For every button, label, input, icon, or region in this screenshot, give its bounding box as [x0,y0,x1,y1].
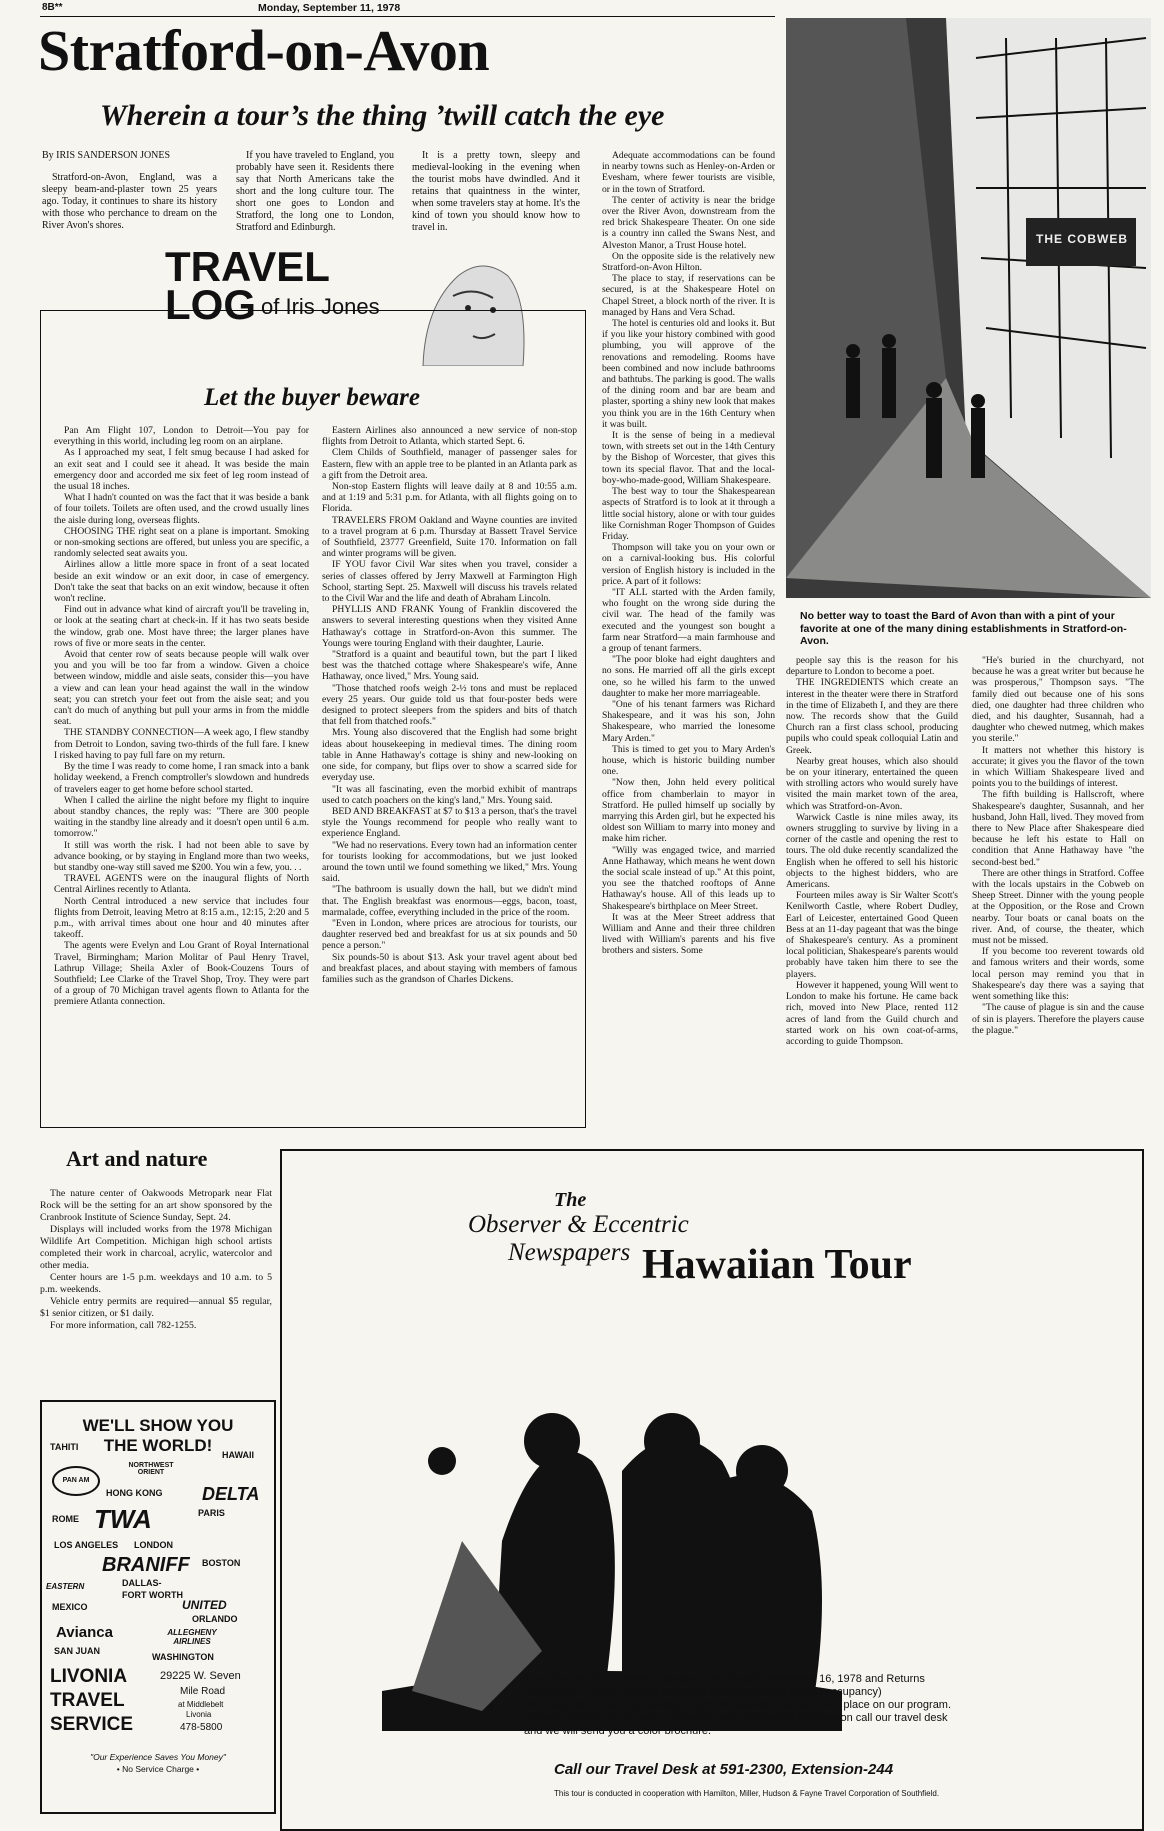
article-col-3 [602,150,775,1130]
article-paragraph: It is the sense of being in a medieval town, with streets set out in the 14th Century by the Bishop of Worcester, that gives this town its special flavor. That and the local-boy-who-made-good, William Shakespeare. [602,430,775,486]
article-paragraph: The hotel is centuries old and looks it. But if you like your history combined with good plumbing, you will approve of the renovations and remodeling. Rooms have been combined and now include bathrooms and bathtubs. The parking is good. The walls of the dining room and bar are beam and plaster, sporting a shiny new look that makes you think you are in the 16th Century when it was built. [602,318,775,430]
buyer-paragraph: TRAVELERS FROM Oakland and Wayne counties are invited to a travel program at 6 p.m. Thursday at Bassett Travel Service of Southfield, 23777 Greenfield, Suite 170. Information on fall and winter programs will be given. [322,514,577,560]
intro-col-1 [42,150,217,250]
city-london: LONDON [134,1540,173,1550]
intro-paragraph: If you have traveled to England, you probably have seen it. Residents there say that North Americans take the short and the long culture tour. The short one goes to London and Stratford, the long one to London, Stratford and Edinburgh. [236,150,394,233]
city-dallas: DALLAS- [122,1578,162,1588]
hawaii-body-line: Space is limited, so get your deposit in early. For further information call our travel desk [524,1712,948,1724]
city-hawaii: HAWAII [222,1450,255,1460]
art-paragraph: Vehicle entry permits are required—annual $5 regular, $1 senior citizen, or $1 daily. [40,1296,272,1319]
article-paragraph: The center of activity is near the bridge over the River Avon, downstream from the red brick Shakespeare Theater. On one side is a country inn called the Swans Nest, and Alveston Manor, a Trust House hotel. [602,194,775,251]
hawaii-body [524,1673,1044,1738]
headline: Stratford-on-Avon [38,18,490,83]
buyer-paragraph: Airlines allow a little more space in front of a seat located beside an exit window or an exit door, in case of emergency. Don't take the seat that backs on an exit window, because it often won't recline. [54,559,309,605]
buyer-col-2 [322,425,577,1123]
agency-name-3: SERVICE [50,1714,134,1735]
buyer-paragraph: "It was all fascinating, even the morbid exhibit of mantraps used to catch poachers on the king's land," Mrs. Young said. [322,783,577,806]
article-paragraph: "He's buried in the churchyard, not because he was a great writer but because he was prosperous," Thompson says. "The family died out because one of his sons died, one daughter had three children who died, and his daughter, Susannah, had a daughter who chewed nutmeg, which makes you sterile." [972,655,1144,745]
hawaii-body-line: You may join the tour by sending a $25.00 deposit to secure your place on our program. [524,1699,952,1711]
article-col-5 [972,655,1144,1135]
hawaii-body-line: The Observer & Eccentric Hawaiian Tour departs November 16, 1978 and Returns [524,1673,925,1685]
art-paragraph: Center hours are 1-5 p.m. weekdays and 10 a.m. to 5 p.m. weekends. [40,1272,272,1295]
city-sanjuan: SAN JUAN [54,1646,101,1656]
buyer-paragraph: Pan Am Flight 107, London to Detroit—You pay for everything in this world, including leg room on an airplane. [54,425,309,448]
buyer-paragraph: When I called the airline the night before my flight to inquire about standby chances, the reply was: "There are 300 people waiting in the standby line already and it doesn't open until 6 a.m. tomorrow." [54,794,309,840]
travel-log-line2: LOG [165,281,256,328]
city-orlando: ORLANDO [192,1614,238,1624]
page-number: 8B** [42,2,63,13]
article-paragraph: It was at the Meer Street address that William and Anne and their three children lived with William's parents and his five brothers and sisters. Some [602,911,775,957]
agency-name-2: TRAVEL [50,1690,125,1711]
city-hongkong: HONG KONG [106,1488,163,1498]
hawaii-brand-2: Newspapers [508,1239,631,1266]
city-rome: ROME [52,1514,79,1524]
hawaii-ad [280,1149,1144,1831]
article-paragraph: Thompson will take you on your own or on a carnival-looking bus. His colorful version of English history is included in the price. A part of it follows: [602,542,775,587]
article-paragraph: The place to stay, if reservations can be secured, is at the Shakespeare Hotel on Chapel Street, a block north of the river. It is managed by Hans and Vera Schad. [602,273,775,318]
buyer-paragraph: As I approached my seat, I felt smug because I had asked for an exit seat and I could see it ahead. It was beside the main emergency door and accorded me six feet of leg room instead of the usual 18 inches. [54,447,309,493]
art-paragraph: The nature center of Oakwoods Metropark near Flat Rock will be the setting for an art show sponsored by the Cranbrook Institute of Science Sunday, Sept. 24. [40,1188,272,1223]
hawaii-fine-print: This tour is conducted in cooperation with Hamilton, Miller, Hudson & Fayne Travel Corporation of Southfield. [554,1789,940,1798]
buyer-paragraph: "The bathroom is usually down the hall, but we didn't mind that. The English breakfast was enormous—eggs, bacon, toast, marmalade, coffee, everything included in the price of the room. [322,884,577,918]
hawaii-brand-the: The [554,1189,587,1211]
airline-united: UNITED [182,1598,227,1612]
agency-name-1: LIVONIA [50,1666,128,1687]
livonia-headline-1: WE'LL SHOW YOU [82,1416,234,1435]
intro-col-2 [236,150,394,240]
city-tahiti: TAHITI [50,1442,79,1452]
article-col-4 [786,655,958,1135]
airline-northwest: NORTHWEST ORIENT [128,1462,174,1476]
buyer-paragraph: "Those thatched roofs weigh 2-½ tons and must be replaced every 25 years. Our guide told us that four-poster beds were designed to protect sleepers from the spiders and bits of thatch that fell from thatched roofs." [322,682,577,728]
street-scene-icon [786,18,1151,598]
agency-address-4: Livonia [186,1710,212,1719]
beach-photo-icon [342,1291,862,1731]
buyer-paragraph: By the time I was ready to come home, I ran smack into a bank holiday weekend, a French comptroller's slowdown and hundreds of travelers eager to get home before school started. [54,761,309,795]
buyer-paragraph: THE STANDBY CONNECTION—A week ago, I flew standby from Detroit to London, saving two-thirds of the full fare. I knew I risked having to pay full fare on my return. [54,727,309,761]
buyer-paragraph: IF YOU favor Civil War sites when you travel, consider a series of classes offered by Jerry Maxwell at Farmington High School, starting Sept. 25. Maxwell will discuss his travels related to the Civil War and the life and death of Abraham Lincoln. [322,559,577,605]
buyer-paragraph: "Even in London, where prices are atrocious for tourists, our daughter reserved bed and breakfast for us at six pounds and 50 pence a person." [322,917,577,952]
article-paragraph: On the opposite side is the relatively new Stratford-on-Avon Hilton. [602,250,775,274]
buyer-paragraph: North Central introduced a new service that includes four flights from Detroit, leaving Metro at 8:15 a.m., 12:15, 2:20 and 5 p.m., with arrival times about one hour and 40 minutes after takeoff. [54,895,309,941]
article-paragraph: "The cause of plague is sin and the cause of sin is players. Therefore the players cause the plague." [972,1002,1144,1036]
buyer-paragraph: Six pounds-50 is about $13. Ask your travel agent about bed and breakfast places, and about staying with members of famous families such as the grandson of Charles Dickens. [322,951,577,985]
article-paragraph: The fifth building is Hallscroft, where Shakespeare's daughter, Susannah, and her husband, John Hall, lived. They moved from there to New Place after Shakespeare died because he left his estate to Hall on condition that Anne Hathaway have "the second-best bed." [972,789,1144,868]
agency-address-2: Mile Road [180,1686,226,1697]
intro-paragraph: Stratford-on-Avon, England, was a sleepy beam-and-plaster town 25 years ago. Today, it continues to share its history with those who perchance to dream on the River Avon's shores. [42,172,217,231]
article-paragraph: Adequate accommodations can be found in nearby towns such as Henley-on-Arden or Evesham, where fewer tourists are visible, or in the town of Stratford. [602,150,775,195]
article-paragraph: However it happened, young Will went to London to make his fortune. He came back rich, moved into New Place, rented 112 acres of land from the Guild church and started work on his own coat-of-arms, according to guide Thompson. [786,979,958,1047]
city-paris: PARIS [198,1508,225,1518]
city-boston: BOSTON [202,1558,241,1568]
travel-log-line1: TRAVEL [165,243,330,290]
agency-slogan-2: • No Service Charge • [116,1764,200,1774]
hawaii-body-line: December 1, 1978 Cost per person is $899 (based on double occupancy) [524,1686,882,1698]
article-paragraph: "The poor bloke had eight daughters and no sons. He married off all the girls except one, so he willed his farm to the unwed daughter to make her more marriageable. [602,654,775,699]
hawaii-call: Call our Travel Desk at 591-2300, Extension-244 [554,1761,894,1778]
article-paragraph: It matters not whether this history is accurate; it gives you the flavor of the town in which William Shakespeare lived and points you to the buildings of interest. [972,744,1144,790]
airline-eastern: EASTERN [46,1582,85,1591]
byline: By IRIS SANDERSON JONES [42,150,171,161]
cobweb-sign: THE COBWEB [1036,232,1128,246]
buyer-paragraph: Non-stop Eastern flights will leave daily at 8 and 10:55 a.m. and at 1:19 and 5:31 p.m. for Atlanta, with all flights going on to Florida. [322,481,577,515]
article-paragraph: "Willy was engaged twice, and married Anne Hathaway, which means he went down the social scale instead of up." At this point, you see the thatched rooftops of Anne Hathaway's house. All of this leads up to Shakespeare's birthplace on Meer Street. [602,844,775,912]
buyer-title: Let the buyer beware [204,384,420,411]
city-fortworth: FORT WORTH [122,1590,183,1600]
airline-allegheny: ALLEGHENY AIRLINES [167,1628,217,1646]
hawaii-body-line: and we will send you a color brochure. [524,1725,712,1737]
article-paragraph: "IT ALL started with the Arden family, who fought on the wrong side during the civil war. The head of the family was executed and the youngest son bought a farm near Stratford—a main farmhouse and a group of tenant farmers. [602,586,775,654]
airline-avianca: Avianca [56,1624,113,1641]
airline-braniff: BRANIFF [102,1554,190,1576]
buyer-paragraph: PHYLLIS AND FRANK Young of Franklin discovered the answers to several interesting questions when they visited Anne Hathaway's cottage in Stratford-on-Avon this summer. The Youngs were touring England with their daughter, Laurie. [322,604,577,649]
buyer-paragraph: Eastern Airlines also announced a new service of non-stop flights from Detroit to Atlanta, which started Sept. 6. [322,425,577,448]
buyer-paragraph: TRAVEL AGENTS were on the inaugural flights of North Central Airlines recently to Atlanta. [54,873,309,896]
art-title: Art and nature [66,1146,208,1171]
buyer-paragraph: "Stratford is a quaint and beautiful town, but the part I liked best was the thatched cottage where Shakespeare's wife, Anne Hathaway, once lived," Mrs. Young said. [322,649,577,683]
buyer-paragraph: It still was worth the risk. I had not been able to save by advance booking, or by staying in England more than two weeks, but standby one-way still saved me $200. You win a few, you. . . [54,839,309,873]
agency-address-1: 29225 W. Seven [160,1670,241,1682]
subhead: Wherein a tour’s the thing ’twill catch the eye [100,99,665,132]
article-paragraph: This is timed to get you to Mary Arden's house, which is historic building number one. [602,743,775,778]
header-rule [40,16,775,17]
airline-twa: TWA [94,1504,152,1534]
article-paragraph: Fourteen miles away is Sir Walter Scott's Kenilworth Castle, where Robert Dudley, Earl of Leicester, entertained Good Queen Bess at an 11-day pageant that was the binge of Shakespeare's century. As a prominent local politician, Shakespeare's parents would probably have taken him there to see the players. [786,890,958,980]
intro-paragraph: It is a pretty town, sleepy and medieval-looking in the evening when the tourist mobs have dwindled. And it retains that quaintness in the winter, when some travelers stay at home. It's the kind of town you should know how to travel in. [412,150,580,233]
article-paragraph: The best way to tour the Shakespearean aspects of Stratford is to look at it through a little social history, alone or with tour guides like Cornishman Roger Thompson of Guides Friday. [602,486,775,542]
agency-phone: 478-5800 [180,1722,223,1733]
hawaii-brand-1: Observer & Eccentric [468,1211,689,1238]
article-paragraph: There are other things in Stratford. Coffee with the locals upstairs in the Cobweb on Sheep Street. Dinner with the young people at the Opposition, or the Rose and Crown nearby. Tour boats or canal boats on the river. And, of course, the theater, which must not be missed. [972,867,1144,947]
city-mexico: MEXICO [52,1602,88,1612]
buyer-paragraph: What I hadn't counted on was the fact that it was beside a bank of four toilets. Toilets are often used, and the crowd usually lines the aisle during long, overseas flights. [54,492,309,526]
art-paragraph: For more information, call 782-1255. [50,1320,197,1331]
buyer-paragraph: The agents were Evelyn and Lou Grant of Royal International Travel, Birmingham; Marion Molitar of Paul Henry Travel, Lathrup Village; Sheila Axler of Book-Couzens Tours of Southfield; Lee Clarke of the Travel Shop, Troy. They were part of a group of 70 Michigan travel agents flown to Atlanta for the premiere Atlanta connection. [54,940,309,1008]
airline-panam: PAN AM [52,1466,100,1496]
article-paragraph: people say this is the reason for his departure to London to become a poet. [786,655,958,678]
article-paragraph: "One of his tenant farmers was Richard Shakespeare, and it was his son, John Shakespeare, who married the lonesome Mary Arden." [602,698,775,744]
article-paragraph: "Now then, John held every political office from chamberlain to mayor in Stratford. He pulled himself up socially by marrying this Arden girl, but he expected his oldest son William to marry into money and make him richer. [602,777,775,845]
buyer-paragraph: Mrs. Young also discovered that the English had some bright ideas about housekeeping in medieval times. The dining room table in Anne Hathaway's cottage is shiny and new-looking on one side, for company, but flips over to show a scarred side for everyday use. [322,727,577,784]
livonia-ad [40,1400,276,1814]
art-column [40,1188,272,1388]
buyer-paragraph: Find out in advance what kind of aircraft you'll be traveling in, or look at the seating chart at check-in. If it has two seats beside the window, grab one. Most have three; the larger planes have rows of five or more seats in the center. [54,604,309,649]
article-paragraph: Nearby great houses, which also should be on your itinerary, entertained the queen with strolling actors who would surely have visited the main market town of the area, which was Stratford-on-Avon. [786,755,958,812]
buyer-col-1 [54,425,309,1123]
photo-caption: No better way to toast the Bard of Avon than with a pint of your favorite at one of the many dining establishments in Stratford-on-Avon. [800,610,1127,647]
city-losangeles: LOS ANGELES [54,1540,119,1550]
buyer-paragraph: CHOOSING THE right seat on a plane is important. Smoking or non-smoking sections are offered, but unless you are specific, a randomly selected seat awaits you. [54,525,309,560]
hawaii-tour-title: Hawaiian Tour [642,1242,912,1288]
article-paragraph: THE INGREDIENTS which create an interest in the theater were there in Stratford in the time of Elizabeth I, and they are there now. The records show that the Guild Church ran a first class school, producing pupils who could speak colloquial Latin and Greek. [786,677,958,756]
airline-delta: DELTA [202,1484,260,1504]
buyer-paragraph: "We had no reservations. Every town had an information center for tourists looking for accommodations, but we just looked around the town until we found something we liked," Mrs. Young said. [322,839,577,885]
buyer-paragraph: Avoid that center row of seats because people will walk over you and you will be too far from a window. Given a choice between window, middle and aisle seats, consider this—you have a view and can lean your head against the wall in the window seat; you can stretch your feet out from the aisle seat; and you can't do much of anything but pull your arms in from the middle seat. [54,649,309,728]
agency-slogan: "Our Experience Saves You Money" [90,1752,226,1762]
page-date: Monday, September 11, 1978 [258,2,401,14]
buyer-paragraph: BED AND BREAKFAST at $7 to $13 a person, that's the travel style the Youngs recommend for people who really want to experience England. [322,805,577,840]
livonia-headline-2: THE WORLD! [103,1436,213,1455]
article-paragraph: If you become too reverent towards old and famous writers and their words, some local person may remind you that in Shakespeare's day there was a saying that went something like this: [972,946,1144,1003]
cobweb-street-photo [786,18,1151,598]
agency-address-3: at Middlebelt [178,1700,224,1709]
article-paragraph: Warwick Castle is nine miles away, its owners struggling to survive by living in a corner of the castle and opening the rest to tours. The old duke recently scandalized the English when he offered to sell his historic objects to the highest bidders, who are Americans. [786,811,958,891]
intro-col-3 [412,150,580,240]
travel-log-author: of Iris Jones [261,294,380,319]
city-washington: WASHINGTON [152,1652,214,1662]
art-paragraph: Displays will included works from the 1978 Michigan Wildlife Art Competition. Michigan high school artists completed their work in charcoal, acrylic, watercolor and other media. [40,1224,272,1271]
buyer-paragraph: Clem Childs of Southfield, manager of passenger sales for Eastern, flew with an apple tree to be planted in an Atlanta park as a gift from the Detroit area. [322,447,577,481]
